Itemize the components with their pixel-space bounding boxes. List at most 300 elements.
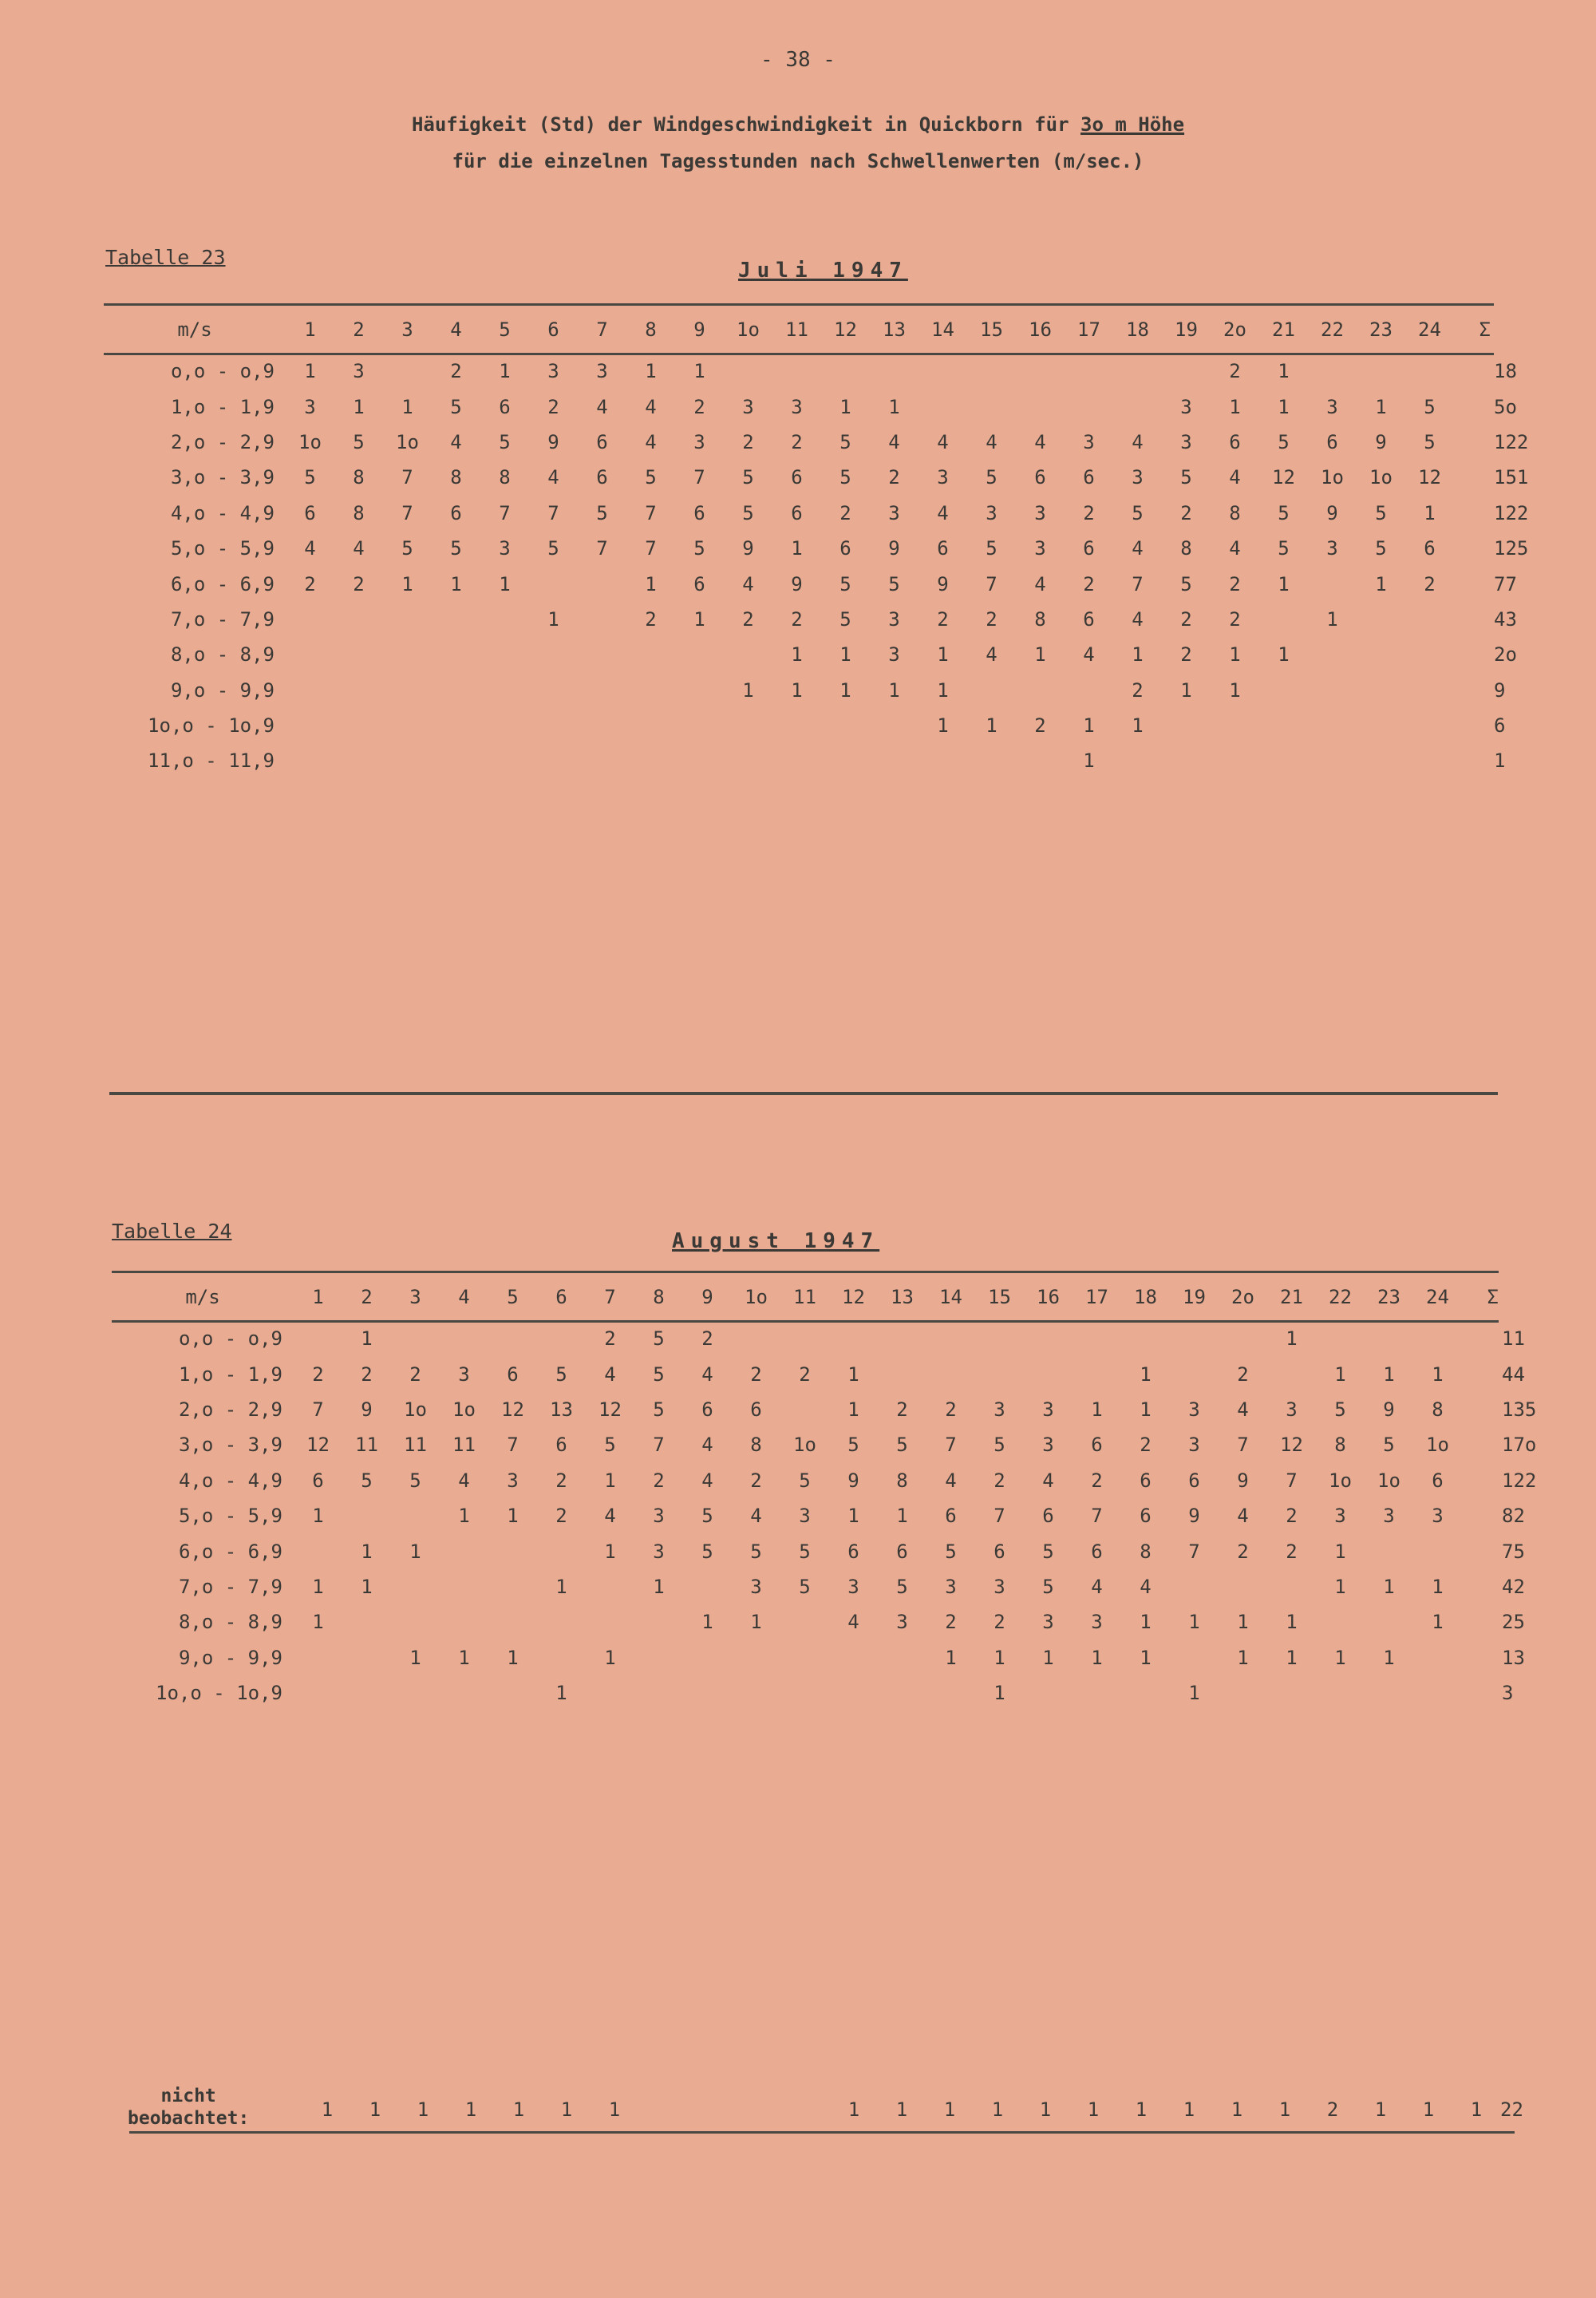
count-cell (724, 708, 772, 743)
count-cell: 4 (742, 572, 754, 595)
count-cell: 9 (361, 1398, 373, 1421)
unit-header: m/s (177, 318, 212, 341)
count-cell (1454, 673, 1494, 708)
table-row: 1o,o - 1o,9 1 1 2 1 1 6 (104, 708, 1494, 743)
count-cell: 5 (896, 1575, 908, 1598)
table-row: 6,o - 6,9 1 1 1 3 5 5 5 6 6 5 6 5 6 8 7 2 2 1 75 (112, 1533, 1502, 1568)
count-cell (967, 389, 1016, 424)
count-cell (975, 1321, 1024, 1356)
count-cell (967, 743, 1016, 778)
count-cell: 3 (1042, 1434, 1054, 1457)
table-row: 4,o - 4,9 6 8 7 6 7 7 5 7 6 5 6 2 3 4 3 3 2 5 2 8 5 9 5 1 122 (104, 496, 1494, 531)
count-cell: 1 (1180, 678, 1192, 702)
count-cell: 2 (945, 1398, 957, 1421)
count-cell (488, 1321, 537, 1356)
count-cell (732, 1321, 780, 1356)
count-cell: 1 (1042, 1646, 1054, 1669)
count-cell (878, 1675, 926, 1711)
count-cell: 6 (1034, 466, 1046, 489)
count-cell: 3 (937, 466, 949, 489)
table-23-ref: Tabelle 23 (105, 246, 226, 269)
count-cell (342, 1675, 391, 1711)
speed-range-label: 7,o - 7,9 (178, 1575, 282, 1598)
count-cell: 6 (1083, 537, 1095, 560)
count-cell: 1 (401, 572, 413, 595)
count-cell (780, 1604, 829, 1639)
count-cell: 6 (1140, 1469, 1152, 1492)
count-cell: 4 (353, 537, 365, 560)
footer-rule (129, 2131, 1515, 2134)
count-cell: 2 (409, 1363, 421, 1386)
count-cell (1170, 1356, 1219, 1391)
count-cell: 5 (847, 1434, 859, 1457)
speed-range-label: 6,o - 6,9 (170, 572, 275, 595)
count-cell: 5 (888, 572, 900, 595)
count-cell: 1 (507, 1505, 519, 1528)
count-cell (391, 1321, 440, 1356)
count-cell: 5 (799, 1575, 811, 1598)
count-cell: 6 (945, 1505, 957, 1528)
count-cell: 5 (304, 466, 316, 489)
not-observed-cell: 1 (512, 2098, 525, 2121)
count-cell: 1 (1140, 1398, 1152, 1421)
table-row: 3,o - 3,9 12 11 11 11 7 6 5 7 4 8 1o 5 5 7 5 3 6 2 3 7 12 8 5 1o 17o (112, 1427, 1502, 1462)
table-23-month: Juli 1947 (738, 259, 908, 283)
count-cell: 6 (693, 501, 705, 524)
count-cell: 1 (1286, 1327, 1298, 1351)
hour-header-13: 13 (891, 1286, 914, 1308)
count-cell (724, 637, 772, 672)
count-cell (529, 673, 578, 708)
count-cell (578, 637, 626, 672)
count-cell (1259, 743, 1308, 778)
count-cell (926, 1356, 975, 1391)
not-observed-cell: 1 (369, 2098, 381, 2121)
count-cell: 5 (1424, 395, 1436, 418)
count-cell: 2 (555, 1469, 567, 1492)
count-cell (1267, 1675, 1316, 1711)
count-cell: 3 (888, 501, 900, 524)
count-cell: 2 (693, 395, 705, 418)
count-cell: 6 (507, 1363, 519, 1386)
count-cell (975, 1356, 1024, 1391)
count-cell: 6 (596, 466, 608, 489)
count-cell (1267, 1356, 1316, 1391)
count-cell: 1 (604, 1646, 616, 1669)
count-cell: 5 (1042, 1575, 1054, 1598)
count-cell: 1 (945, 1646, 957, 1669)
count-cell: 1 (604, 1469, 616, 1492)
count-cell (383, 673, 432, 708)
speed-range-label: 1,o - 1,9 (170, 395, 275, 418)
count-cell (1357, 743, 1405, 778)
count-cell: 5 (450, 537, 462, 560)
count-cell: 2 (750, 1469, 762, 1492)
count-cell (1454, 637, 1494, 672)
count-cell: 1 (1091, 1646, 1103, 1669)
count-cell: 2 (1229, 360, 1241, 383)
count-cell: 4 (750, 1505, 762, 1528)
count-cell (578, 708, 626, 743)
hour-header-19: 19 (1175, 318, 1198, 341)
count-cell: 1 (701, 1611, 713, 1634)
count-cell: 1 (1334, 1363, 1346, 1386)
count-cell (926, 1321, 975, 1356)
count-cell (967, 673, 1016, 708)
count-cell: 3 (994, 1575, 1005, 1598)
count-cell (1405, 673, 1454, 708)
count-cell: 1o (396, 430, 419, 453)
hour-header-5: 5 (499, 318, 511, 341)
count-cell: 5 (547, 537, 559, 560)
speed-range-label: 8,o - 8,9 (170, 643, 275, 666)
count-cell (1219, 1569, 1267, 1604)
count-cell: 3 (1180, 395, 1192, 418)
count-cell: 3 (458, 1363, 470, 1386)
count-cell (488, 1675, 537, 1711)
count-cell: 1 (1278, 360, 1290, 383)
count-cell: 6 (499, 395, 511, 418)
count-cell: 6 (1042, 1505, 1054, 1528)
count-cell: 1o (1377, 1469, 1400, 1492)
hour-header-9: 9 (693, 318, 705, 341)
table-row: 4,o - 4,9 6 5 5 4 3 2 1 2 4 2 5 9 8 4 2 4 2 6 6 9 7 1o 1o 6 122 (112, 1463, 1502, 1498)
hour-header-15: 15 (980, 318, 1003, 341)
count-cell: 4 (986, 430, 998, 453)
count-cell: 7 (645, 501, 657, 524)
count-cell: 7 (507, 1434, 519, 1457)
count-cell: 4 (1034, 430, 1046, 453)
hour-header-18: 18 (1126, 318, 1149, 341)
count-cell: 7 (653, 1434, 665, 1457)
count-cell (675, 708, 724, 743)
count-cell: 2 (645, 607, 657, 631)
header-row (104, 306, 1494, 354)
hour-header-12: 12 (842, 1286, 865, 1308)
count-cell (1454, 566, 1494, 601)
count-cell (480, 602, 529, 637)
not-observed-cell: 1 (1183, 2098, 1195, 2121)
count-cell: 1 (1091, 1398, 1103, 1421)
count-cell: 1 (839, 678, 851, 702)
count-cell: 4 (888, 430, 900, 453)
count-cell: 5 (596, 501, 608, 524)
count-cell: 2 (1237, 1363, 1249, 1386)
table-24 (112, 1273, 1537, 1711)
count-cell (1211, 708, 1259, 743)
count-cell: 1 (499, 360, 511, 383)
count-cell (1024, 1356, 1073, 1391)
hour-header-24: 24 (1426, 1286, 1449, 1308)
count-cell: 5 (499, 430, 511, 453)
speed-range-label: 5,o - 5,9 (170, 537, 275, 560)
count-cell: 1 (1383, 1646, 1395, 1669)
not-observed-line-2: beobachtet: (128, 2108, 250, 2129)
hour-header-11: 11 (793, 1286, 816, 1308)
speed-range-label: 8,o - 8,9 (178, 1611, 282, 1634)
count-cell (294, 1640, 342, 1675)
count-cell (294, 1675, 342, 1711)
count-cell: 1 (1237, 1611, 1249, 1634)
count-cell: 2 (701, 1327, 713, 1351)
count-cell: 3 (304, 395, 316, 418)
count-cell (1462, 1356, 1502, 1391)
count-cell (626, 743, 675, 778)
count-cell: 5 (994, 1434, 1005, 1457)
count-cell (1316, 1604, 1365, 1639)
count-cell (1259, 708, 1308, 743)
speed-range-label: 11,o - 11,9 (148, 750, 275, 773)
not-observed-sum: 22 (1500, 2098, 1523, 2121)
count-cell: 1 (1432, 1611, 1444, 1634)
count-cell: 2 (839, 501, 851, 524)
hour-header-6: 6 (555, 1286, 567, 1308)
speed-range-label: 3,o - 3,9 (170, 466, 275, 489)
not-observed-cell: 1 (1135, 2098, 1148, 2121)
count-cell (918, 743, 967, 778)
count-cell: 5 (839, 572, 851, 595)
count-cell: 8 (1334, 1434, 1346, 1457)
count-cell: 4 (701, 1363, 713, 1386)
count-cell: 7 (401, 501, 413, 524)
count-cell: 1 (499, 572, 511, 595)
count-cell (383, 743, 432, 778)
count-cell: 6 (304, 501, 316, 524)
count-cell: 1o (1329, 1469, 1352, 1492)
hour-header-8: 8 (653, 1286, 665, 1308)
not-observed-cell: 1 (1039, 2098, 1052, 2121)
count-cell: 6 (1083, 466, 1095, 489)
count-cell (1462, 1569, 1502, 1604)
count-cell (1219, 1321, 1267, 1356)
count-cell: 5 (653, 1398, 665, 1421)
count-cell: 3 (896, 1611, 908, 1634)
count-cell (821, 708, 870, 743)
count-cell: 5 (693, 537, 705, 560)
hour-header-1: 1 (312, 1286, 324, 1308)
count-cell (821, 743, 870, 778)
count-cell: 3 (1132, 466, 1144, 489)
hour-header-17: 17 (1085, 1286, 1108, 1308)
count-cell: 1 (458, 1646, 470, 1669)
count-cell (334, 602, 383, 637)
hour-header-1: 1 (304, 318, 316, 341)
count-cell (1219, 1675, 1267, 1711)
hour-header-2o: 2o (1231, 1286, 1254, 1308)
speed-range-label: 5,o - 5,9 (178, 1505, 282, 1528)
count-cell (391, 1604, 440, 1639)
count-cell: 2 (547, 395, 559, 418)
count-cell: 3 (791, 395, 803, 418)
count-cell: 8 (1140, 1540, 1152, 1563)
count-cell (586, 1604, 634, 1639)
count-cell: 5 (839, 466, 851, 489)
count-cell: 4 (304, 537, 316, 560)
count-cell: 4 (701, 1469, 713, 1492)
count-cell: 3 (945, 1575, 957, 1598)
count-cell (342, 1498, 391, 1533)
hour-header-4: 4 (450, 318, 462, 341)
count-cell (918, 354, 967, 389)
count-cell (294, 1321, 342, 1356)
count-cell (1454, 602, 1494, 637)
table-row: 2,o - 2,9 1o 5 1o 4 5 9 6 4 3 2 2 5 4 4 4 4 3 4 3 6 5 6 9 5 122 (104, 425, 1494, 460)
count-cell: 9 (742, 537, 754, 560)
count-cell: 2 (1237, 1540, 1249, 1563)
count-cell (529, 637, 578, 672)
count-cell (1073, 1675, 1121, 1711)
count-cell: 5 (1375, 537, 1387, 560)
count-cell: 1 (896, 1505, 908, 1528)
count-cell: 5 (742, 466, 754, 489)
count-cell: 1 (1424, 501, 1436, 524)
table-23 (104, 306, 1529, 779)
count-cell: 1 (1432, 1363, 1444, 1386)
count-cell: 1o (1321, 466, 1344, 489)
count-cell: 6 (1140, 1505, 1152, 1528)
count-cell (780, 1392, 829, 1427)
count-cell (1316, 1675, 1365, 1711)
count-cell (1365, 1604, 1413, 1639)
count-cell: 1 (409, 1646, 421, 1669)
table-row: 8,o - 8,9 1 1 3 1 4 1 4 1 2 1 1 2o (104, 637, 1494, 672)
table-row: 1,o - 1,9 2 2 2 3 6 5 4 5 4 2 2 1 1 2 1 1 1 44 (112, 1356, 1502, 1391)
count-cell (1259, 673, 1308, 708)
count-cell: 2 (1083, 572, 1095, 595)
count-cell: 3 (1042, 1398, 1054, 1421)
count-cell: 3 (1188, 1398, 1200, 1421)
count-cell: 1 (750, 1611, 762, 1634)
count-cell (1405, 602, 1454, 637)
count-cell: 7 (994, 1505, 1005, 1528)
hour-header-7: 7 (604, 1286, 616, 1308)
count-cell: 3 (888, 607, 900, 631)
count-cell: 3 (847, 1575, 859, 1598)
count-cell (1308, 566, 1357, 601)
count-cell: 1 (1188, 1611, 1200, 1634)
count-cell (432, 673, 480, 708)
count-cell (1462, 1675, 1502, 1711)
count-cell: 7 (401, 466, 413, 489)
count-cell: 4 (986, 643, 998, 666)
count-cell: 3 (1034, 537, 1046, 560)
count-cell (1308, 708, 1357, 743)
count-cell: 11 (355, 1434, 378, 1457)
not-observed-cell: 1 (417, 2098, 429, 2121)
count-cell (578, 602, 626, 637)
count-cell (440, 1604, 488, 1639)
count-cell: 7 (986, 572, 998, 595)
count-cell: 1 (839, 643, 851, 666)
table-row: o,o - o,9 1 3 2 1 3 3 1 1 2 1 18 (104, 354, 1494, 389)
count-cell: 6 (1424, 537, 1436, 560)
count-cell: 5 (401, 537, 413, 560)
count-cell: 5 (361, 1469, 373, 1492)
count-cell (732, 1675, 780, 1711)
table-row: 3,o - 3,9 5 8 7 8 8 4 6 5 7 5 6 5 2 3 5 6 6 3 5 4 12 1o 1o 12 151 (104, 460, 1494, 495)
table-row: 7,o - 7,9 1 2 1 2 2 5 3 2 2 8 6 4 2 2 1 43 (104, 602, 1494, 637)
count-cell: 2 (937, 607, 949, 631)
table-row: 1,o - 1,9 3 1 1 5 6 2 4 4 2 3 3 1 1 3 1 1 3 1 5 5o (104, 389, 1494, 424)
hour-header-12: 12 (834, 318, 857, 341)
table-24-ref: Tabelle 24 (112, 1220, 232, 1243)
count-cell (529, 743, 578, 778)
count-cell (1462, 1604, 1502, 1639)
count-cell (578, 743, 626, 778)
count-cell (1365, 1321, 1413, 1356)
count-cell: 4 (1229, 537, 1241, 560)
count-cell: 3 (653, 1505, 665, 1528)
table-row: 1o,o - 1o,9 1 1 1 3 (112, 1675, 1502, 1711)
count-cell (1065, 354, 1113, 389)
count-cell: 6 (847, 1540, 859, 1563)
count-cell: 1 (555, 1682, 567, 1705)
count-cell: 6 (1083, 607, 1095, 631)
count-cell (294, 1533, 342, 1568)
not-observed-cell: 1 (1278, 2098, 1291, 2121)
count-cell: 2 (742, 430, 754, 453)
table-row: 8,o - 8,9 1 1 1 4 3 2 2 3 3 1 1 1 1 1 25 (112, 1604, 1502, 1639)
count-cell: 7 (596, 537, 608, 560)
count-cell: 1o (298, 430, 322, 453)
count-cell: 1 (847, 1363, 859, 1386)
hour-header-9: 9 (701, 1286, 713, 1308)
count-cell: 1 (353, 395, 365, 418)
count-cell (480, 637, 529, 672)
count-cell: 4 (1091, 1575, 1103, 1598)
not-observed-cell (686, 2094, 734, 2126)
count-cell (1170, 1569, 1219, 1604)
count-cell: 6 (937, 537, 949, 560)
count-cell: 4 (1237, 1505, 1249, 1528)
count-cell (878, 1640, 926, 1675)
speed-range-label: 2,o - 2,9 (178, 1398, 282, 1421)
count-cell: 1 (555, 1575, 567, 1598)
count-cell: 9 (888, 537, 900, 560)
count-cell: 1 (847, 1505, 859, 1528)
count-cell: 2 (1140, 1434, 1152, 1457)
count-cell: 1 (1334, 1540, 1346, 1563)
count-cell (1308, 673, 1357, 708)
not-observed-cell: 1 (1231, 2098, 1243, 2121)
count-cell: 8 (896, 1469, 908, 1492)
count-cell: 6 (791, 501, 803, 524)
count-cell (440, 1533, 488, 1568)
count-cell (432, 743, 480, 778)
not-observed-cell: 1 (1422, 2098, 1435, 2121)
not-observed-cell: 2 (1326, 2098, 1339, 2121)
speed-range-label: 1o,o - 1o,9 (148, 714, 275, 738)
count-cell (529, 566, 578, 601)
count-cell: 4 (596, 395, 608, 418)
count-cell: 3 (799, 1505, 811, 1528)
count-cell (334, 673, 383, 708)
count-cell (1065, 673, 1113, 708)
count-cell: 5 (1334, 1398, 1346, 1421)
count-cell (1365, 1675, 1413, 1711)
table-row: 9,o - 9,9 1 1 1 1 1 2 1 1 9 (104, 673, 1494, 708)
count-cell: 5 (986, 466, 998, 489)
count-cell (1121, 1321, 1170, 1356)
count-cell: 3 (547, 360, 559, 383)
count-cell: 5 (742, 501, 754, 524)
count-cell: 8 (1432, 1398, 1444, 1421)
count-cell: 1 (742, 678, 754, 702)
count-cell: 2 (361, 1363, 373, 1386)
count-cell: 6 (450, 501, 462, 524)
count-cell: 7 (499, 501, 511, 524)
count-cell: 4 (937, 501, 949, 524)
